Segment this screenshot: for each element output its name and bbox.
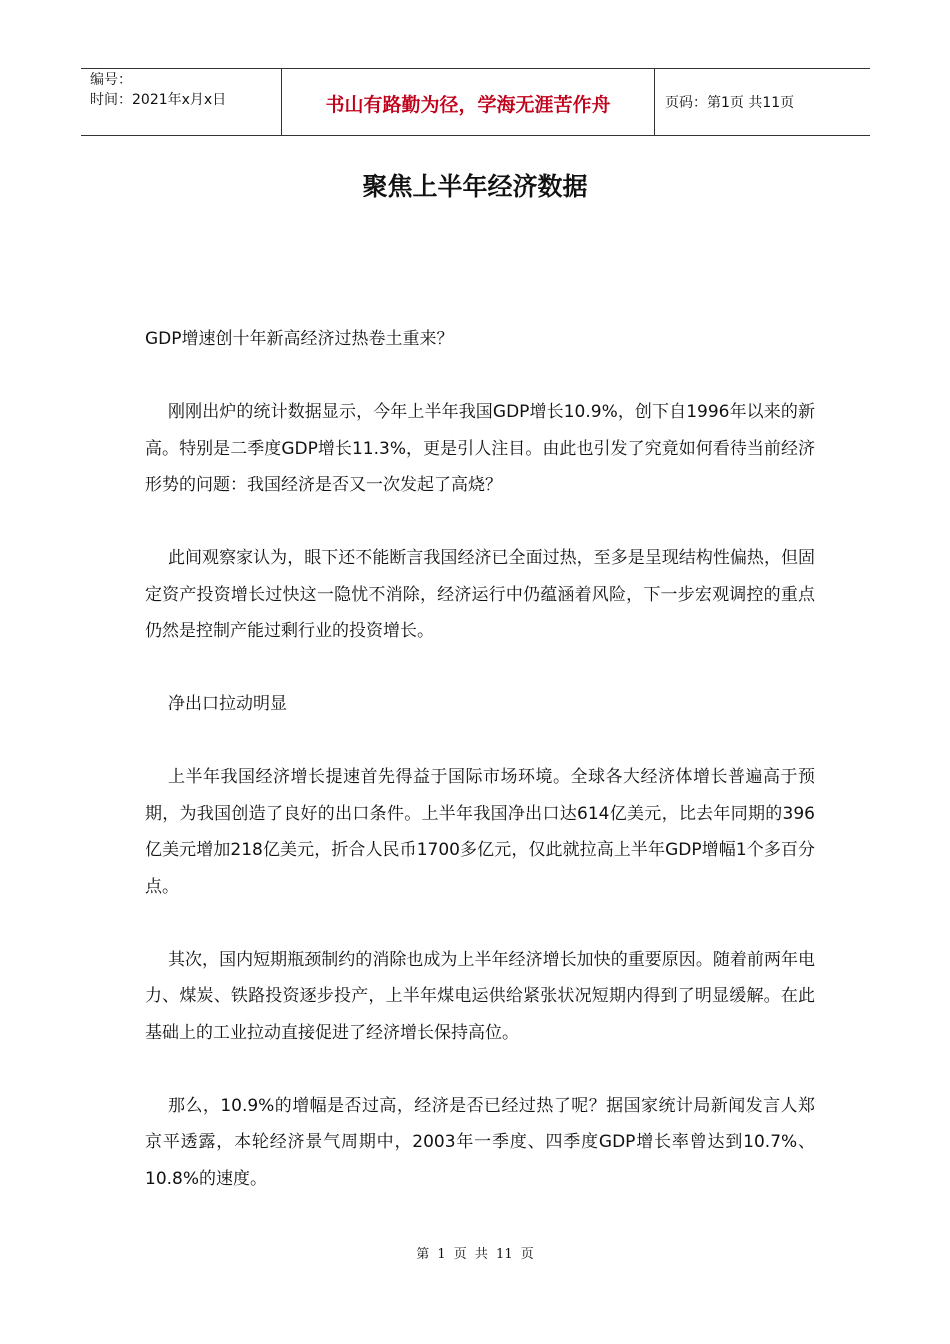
body-paragraph: 刚刚出炉的统计数据显示，今年上半年我国GDP增长10.9%，创下自1996年以来的新高。特别是二季度GDP增长11.3%，更是引人注目。由此也引发了究竟如何看待当前经济形势的问题：我国经济是否又一次发起了高烧？ — [145, 402, 815, 495]
document-body — [145, 321, 815, 1197]
document-header — [81, 68, 870, 136]
page-footer: 第 1 页 共 11 页 — [416, 1247, 534, 1262]
body-paragraph: 其次，国内短期瓶颈制约的消除也成为上半年经济增长加快的重要原因。随着前两年电力、煤炭、铁路投资逐步投产，上半年煤电运供给紧张状况短期内得到了明显缓解。在此基础上的工业拉动直接促进了经济增长保持高位。 — [145, 949, 815, 1043]
header-motto: 书山有路勤为径，学海无涯苦作舟 — [325, 94, 611, 116]
body-paragraph: 那么，10.9%的增幅是否过高，经济是否已经过热了呢？据国家统计局新闻发言人郑京平透露，本轮经济景气周期中，2003年一季度、四季度GDP增长率曾达到10.7%、10.8%的速度。 — [145, 1095, 815, 1189]
document-title: 聚焦上半年经济数据 — [362, 172, 588, 201]
section-heading-gdp: GDP增速创十年新高经济过热卷土重来？ — [145, 329, 454, 349]
section-heading-net-exports: 净出口拉动明显 — [168, 694, 287, 714]
document-time-label: 时间：2021年x月x日 — [90, 92, 227, 108]
document-code-label: 编号： — [90, 72, 132, 88]
header-page-code: 页码：第1页 共11页 — [665, 95, 795, 111]
header-page-cell — [655, 69, 870, 135]
header-motto-cell — [281, 69, 655, 135]
body-paragraph: 上半年我国经济增长提速首先得益于国际市场环境。全球各大经济体增长普遍高于预期，为我国创造了良好的出口条件。上半年我国净出口达614亿美元，比去年同期的396亿美元增加218亿美元，折合人民币1700多亿元，仅此就拉高上半年GDP增幅1个多百分点。 — [145, 767, 815, 897]
header-meta-cell — [81, 69, 281, 135]
body-paragraph: 此间观察家认为，眼下还不能断言我国经济已全面过热，至多是呈现结构性偏热，但固定资产投资增长过快这一隐忧不消除，经济运行中仍蕴涵着风险，下一步宏观调控的重点仍然是控制产能过剩行业的投资增长。 — [145, 548, 815, 641]
